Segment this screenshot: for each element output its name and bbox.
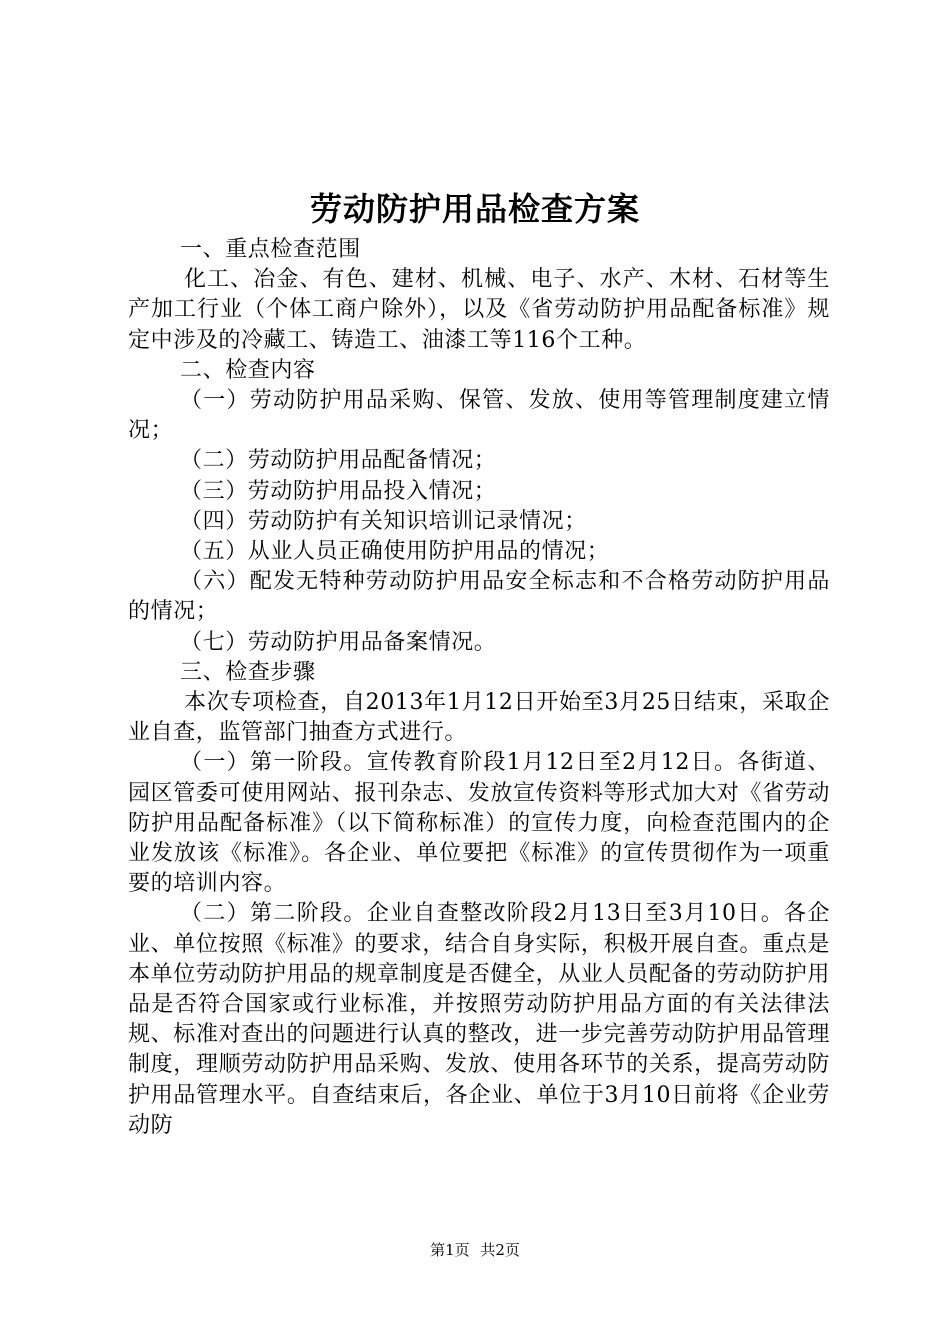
page-total: 共2页 [480, 1241, 520, 1259]
section-heading-scope: 一、重点检查范围 [180, 237, 361, 262]
paragraph-stage-2: （二）第二阶段。企业自查整改阶段2月13日至3月10日。各企业、单位按照《标准》的要求，结合自身实际，积极开展自查。重点是本单位劳动防护用品的规章制度是否健全，从业人员配备的劳动防护用品是否符合国家或行业标准，并按照劳动防护用品方面的有关法律法规、标准对查出的问题进行认真的整改，进一步完善劳动防护用品管理制度，理顺劳动防护用品采购、发放、使用各环节的关系，提高劳动防护用品管理水平。自查结束后，各企业、单位于3月10日前将《企业劳动防 [128, 901, 830, 1138]
paragraph-content-item-5: （五）从业人员正确使用防护用品的情况； [180, 539, 610, 565]
paragraph-content-item-3: （三）劳动防护用品投入情况； [180, 478, 497, 504]
paragraph-steps-intro: 本次专项检查，自2013年1月12日开始至3月25日结束，采取企业自查，监管部门抽查方式进行。 [128, 690, 830, 746]
paragraph-content-item-7: （七）劳动防护用品备案情况。 [180, 629, 497, 655]
document-body [128, 235, 830, 1141]
section-heading-steps: 三、检查步骤 [180, 659, 316, 685]
document-title: 劳动防护用品检查方案 [309, 190, 640, 228]
paragraph-content-item-1: （一）劳动防护用品采购、保管、发放、使用等管理制度建立情况； [128, 388, 830, 444]
paragraph-scope: 化工、冶金、有色、建材、机械、电子、水产、木材、石材等生产加工行业（个体工商户除外），以及《省劳动防护用品配备标准》规定中涉及的冷藏工、铸造工、油漆工等116个工种。 [128, 267, 830, 353]
paragraph-content-item-4: （四）劳动防护有关知识培训记录情况； [180, 508, 587, 534]
section-heading-content: 二、检查内容 [180, 357, 316, 383]
paragraph-stage-1: （一）第一阶段。宣传教育阶段1月12日至2月12日。各街道、园区管委可使用网站、报刊杂志、发放宣传资料等形式加大对《省劳动防护用品配备标准》（以下简称标准）的宣传力度，向检查范围内的企业发放该《标准》。各企业、单位要把《标准》的宣传贯彻作为一项重要的培训内容。 [128, 750, 830, 897]
paragraph-content-item-2: （二）劳动防护用品配备情况； [180, 448, 497, 474]
page-footer [0, 1240, 950, 1260]
paragraph-content-item-6: （六）配发无特种劳动防护用品安全标志和不合格劳动防护用品的情况； [128, 569, 830, 625]
page-number: 第1页 [430, 1241, 470, 1259]
